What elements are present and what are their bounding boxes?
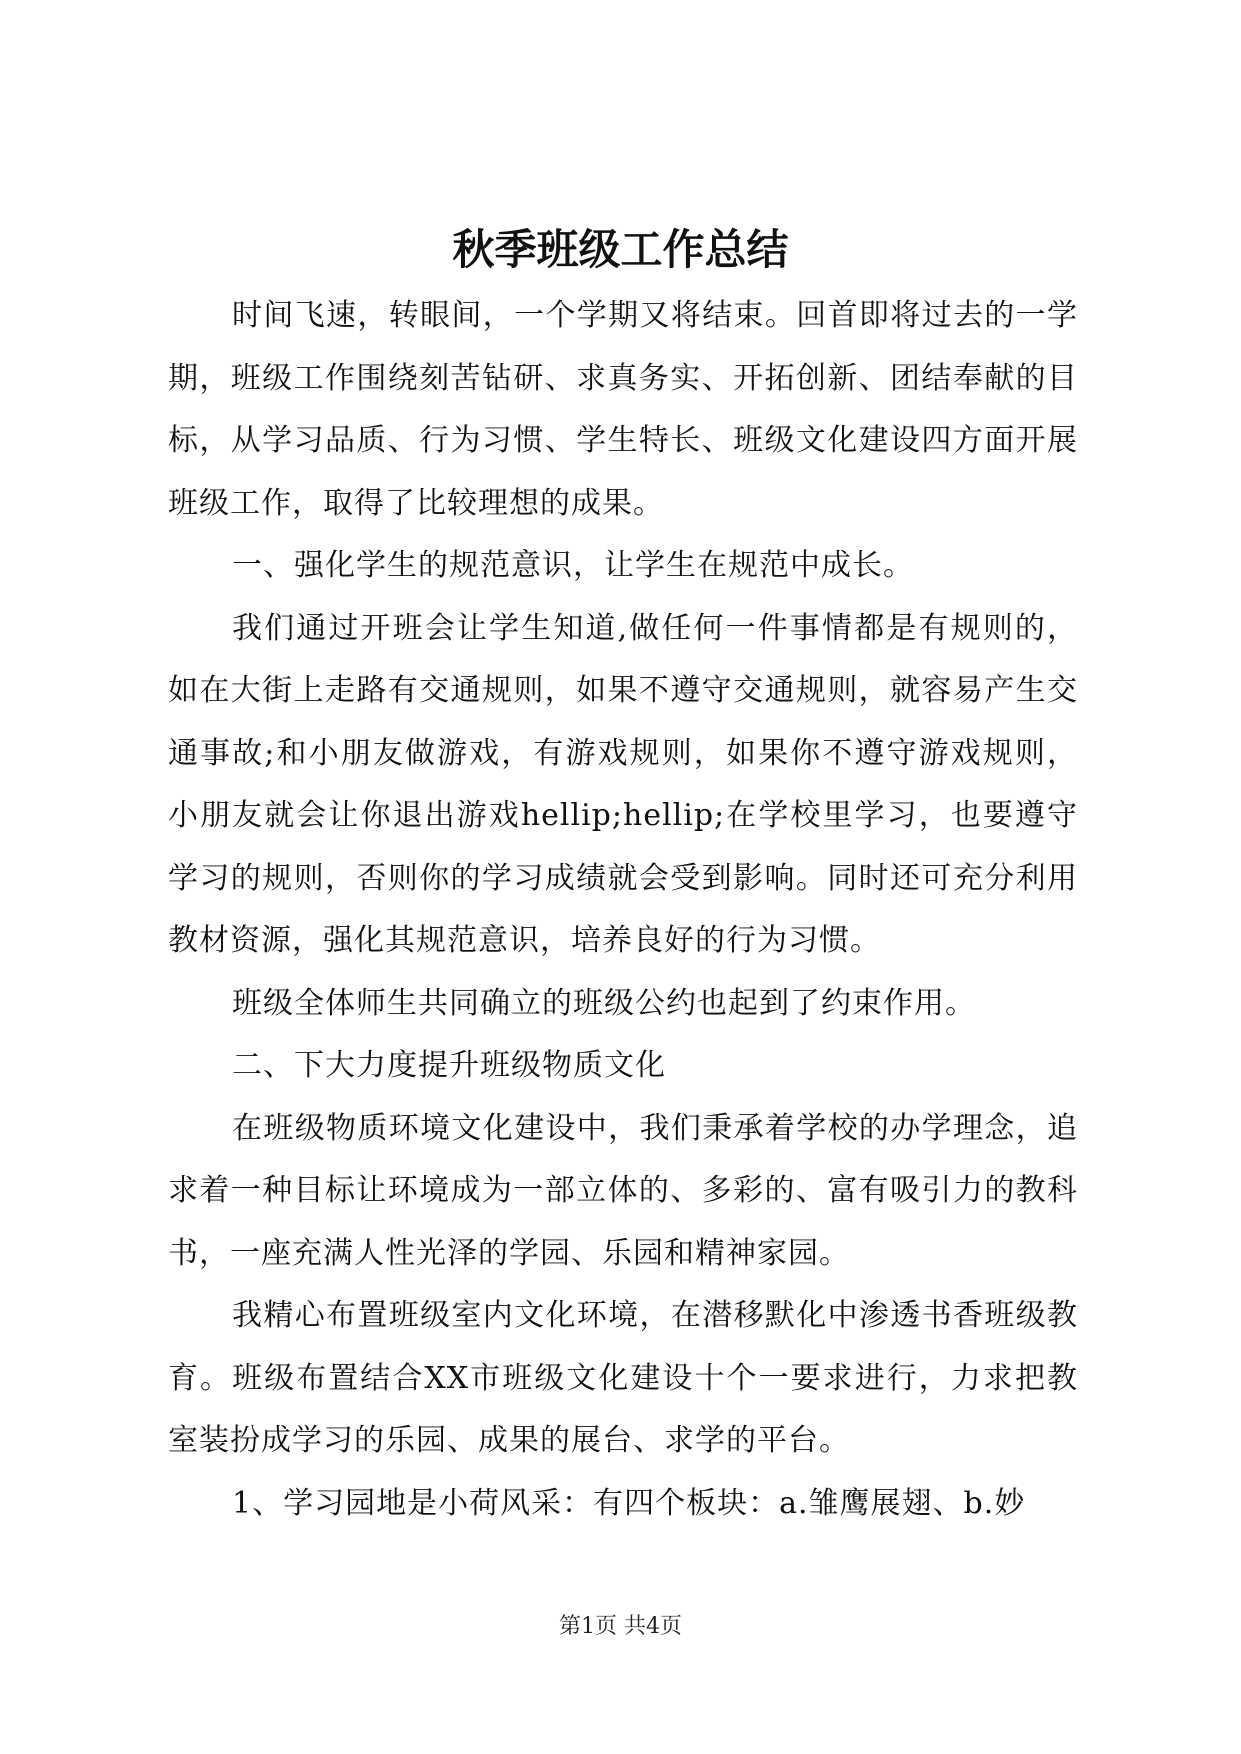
section-heading-2: 二、下大力度提升班级物质文化 bbox=[232, 1048, 666, 1083]
document-body bbox=[168, 285, 1078, 1535]
paragraph-rules: 我们通过开班会让学生知道,做任何一件事情都是有规则的，如在大街上走路有交通规则，如果不遵守交通规则，就容易产生交通事故;和小朋友做游戏，有游戏规则，如果你不遵守游戏规则，小朋友就会让你退出游戏hellip;hellip;在学校里学习，也要遵守学习的规则，否则你的学习成绩就会受到影响。同时还可充分利用教材资源，强化其规范意识，培养良好的行为习惯。 bbox=[168, 610, 1078, 958]
paragraph-intro: 时间飞速，转眼间，一个学期又将结束。回首即将过去的一学期，班级工作围绕刻苦钻研、求真务实、开拓创新、团结奉献的目标，从学习品质、行为习惯、学生特长、班级文化建设四方面开展班级工作，取得了比较理想的成果。 bbox=[168, 298, 1078, 521]
section-heading-1: 一、强化学生的规范意识，让学生在规范中成长。 bbox=[232, 548, 914, 583]
paragraph-study-corner: 1、学习园地是小荷风采：有四个板块：a.雏鹰展翅、b.妙 bbox=[232, 1485, 1026, 1521]
paragraph-environment: 在班级物质环境文化建设中，我们秉承着学校的办学理念，追求着一种目标让环境成为一部立体的、多彩的、富有吸引力的教科书，一座充满人性光泽的学园、乐园和精神家园。 bbox=[168, 1110, 1078, 1271]
paragraph-class-convention: 班级全体师生共同确立的班级公约也起到了约束作用。 bbox=[232, 985, 976, 1021]
paragraph-classroom-layout: 我精心布置班级室内文化环境，在潜移默化中渗透书香班级教育。班级布置结合XX市班级文化建设十个一要求进行，力求把教室装扮成学习的乐园、成果的展台、求学的平台。 bbox=[168, 1298, 1078, 1458]
document-title: 秋季班级工作总结 bbox=[452, 225, 789, 274]
page-footer: 第1页 共4页 bbox=[559, 1614, 682, 1639]
